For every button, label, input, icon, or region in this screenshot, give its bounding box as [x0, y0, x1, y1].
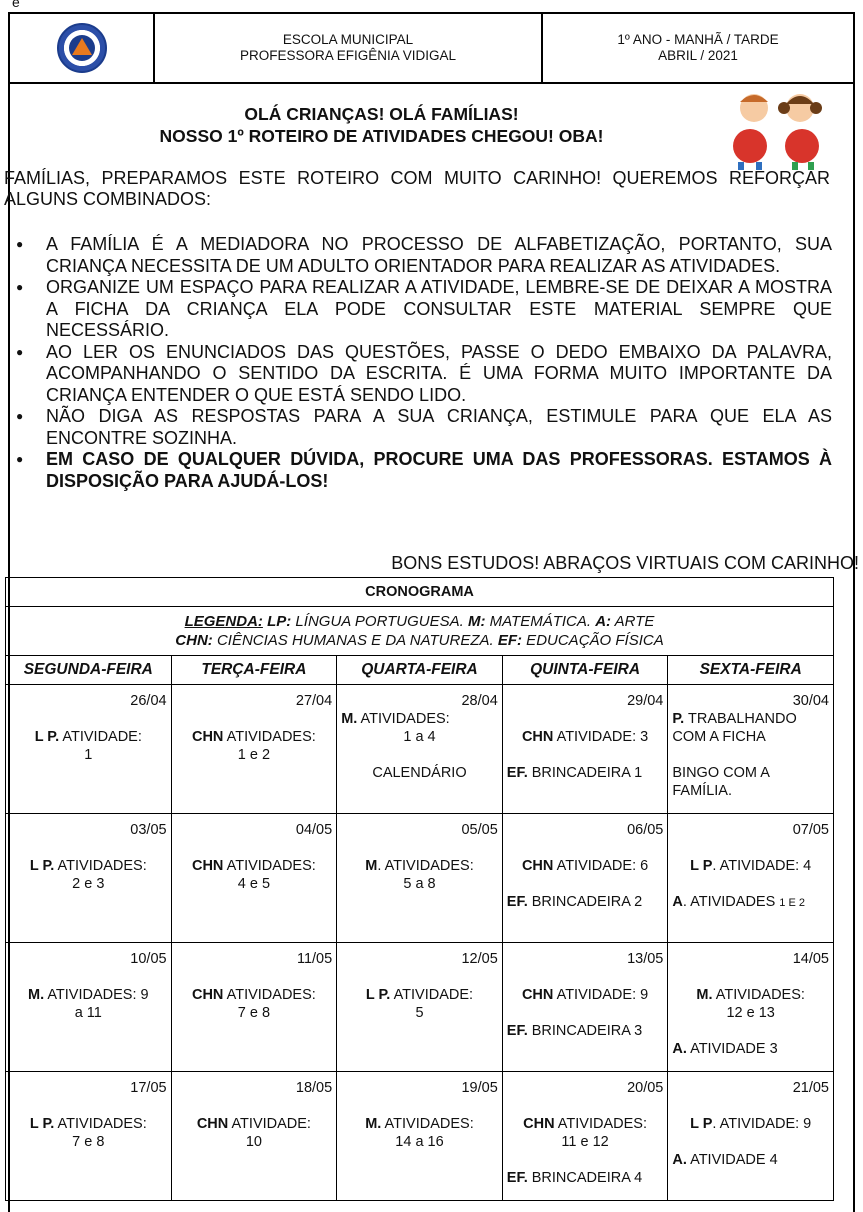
cell-date: 26/04 [130, 693, 167, 709]
title-line-1: OLÁ CRIANÇAS! OLÁ FAMÍLIAS! [244, 104, 519, 124]
schedule-cell [337, 1072, 503, 1201]
cell-date: 21/05 [792, 1080, 829, 1096]
subject-code: M. [696, 987, 713, 1003]
legend-a: ARTE [611, 613, 655, 630]
activity-text: ATIVIDADES: [381, 1116, 474, 1132]
subject-code: M. [27, 987, 45, 1003]
legend-ef: EDUCAÇÃO FÍSICA [522, 632, 664, 649]
school-logo [10, 14, 155, 82]
day-header: SEXTA-FEIRA [668, 656, 834, 685]
school-seal-icon [57, 23, 107, 73]
cell-activity [10, 986, 167, 1022]
legend-m-code: M: [467, 613, 486, 630]
cell-date: 03/05 [130, 822, 167, 838]
schedule-cell [502, 814, 668, 943]
legend-chn: CIÊNCIAS HUMANAS E DA NATUREZA. [212, 632, 498, 649]
list-item: ● EM CASO DE QUALQUER DÚVIDA, PROCURE UMA DAS PROFESSORAS. ESTAMOS À DISPOSIÇÃO PARA AJUDÁ-LOS! [14, 449, 832, 492]
activity-range: 7 e 8 [237, 1005, 271, 1021]
class-line-1: 1º ANO - MANHÃ / TARDE [617, 32, 779, 47]
cell-activity [341, 857, 498, 893]
schedule-cell [171, 814, 337, 943]
subject-code: L P [690, 858, 713, 874]
activity-range: 5 a 8 [403, 876, 436, 892]
extra-small-text: 1 E 2 [779, 897, 805, 909]
extra-text: ATIVIDADE 3 [686, 1041, 778, 1057]
cell-extra [507, 1022, 664, 1040]
extra-subject-code: EF. [506, 1170, 528, 1186]
cell-activity [10, 857, 167, 893]
cell-extra [341, 764, 498, 782]
activity-text: ATIVIDADES: [223, 729, 316, 745]
cell-activity [176, 857, 333, 893]
cell-extra [672, 1040, 829, 1058]
activity-text: ATIVIDADES: [54, 858, 147, 874]
schedule-table [5, 577, 834, 1201]
extra-subject-code: A. [672, 1041, 687, 1057]
legend-ef-code: EF: [497, 632, 523, 649]
table-row [6, 685, 834, 814]
schedule-cell [337, 814, 503, 943]
subject-code: M. [341, 711, 358, 727]
extra-subject-code: EF. [506, 894, 528, 910]
extra-text: . ATIVIDADES [682, 894, 780, 910]
guidelines-list [14, 234, 832, 492]
cell-activity [507, 986, 664, 1004]
closing-message: BONS ESTUDOS! ABRAÇOS VIRTUAIS COM CARINHO! [391, 553, 859, 573]
schedule-cell [171, 1072, 337, 1201]
cell-date: 17/05 [130, 1080, 167, 1096]
subject-code: L P [690, 1116, 713, 1132]
activity-range: 5 [415, 1005, 424, 1021]
cell-activity [672, 986, 829, 1022]
extra-subject-code: A [672, 894, 683, 910]
day-header: SEGUNDA-FEIRA [6, 656, 172, 685]
cell-activity [341, 986, 498, 1022]
school-line-2: PROFESSORA EFIGÊNIA VIDIGAL [239, 48, 457, 63]
schedule-cell [668, 943, 834, 1072]
children-hearts-illustration-icon [728, 84, 828, 170]
cell-date: 30/04 [792, 693, 829, 709]
cell-activity [341, 1115, 498, 1151]
subject-code: L P. [29, 1116, 55, 1132]
stray-letter: e [12, 0, 20, 10]
cell-activity [10, 728, 167, 764]
subject-code: P. [672, 711, 685, 727]
extra-subject-code: EF. [506, 1023, 528, 1039]
schedule-weeks [6, 685, 834, 1201]
cell-extra [507, 893, 664, 911]
schedule-cell [668, 814, 834, 943]
subject-code: CHN [523, 1116, 555, 1132]
table-row [6, 814, 834, 943]
cell-activity [10, 1115, 167, 1151]
cell-date: 07/05 [792, 822, 829, 838]
activity-range: a 11 [74, 1005, 102, 1021]
activity-range: 1 a 4 [403, 729, 436, 745]
cell-activity [672, 857, 829, 875]
cell-extra [507, 764, 664, 782]
activity-range: 1 [84, 747, 93, 763]
title-line-2: NOSSO 1º ROTEIRO DE ATIVIDADES CHEGOU! OBA! [159, 126, 604, 146]
extra-subject-code: A. [672, 1152, 687, 1168]
cell-activity [341, 710, 498, 746]
schedule-legend [6, 607, 834, 656]
cell-extra [507, 1169, 664, 1187]
schedule-cell [6, 943, 172, 1072]
cell-date: 13/05 [627, 951, 664, 967]
school-name [155, 14, 543, 82]
activity-text: . ATIVIDADE: 4 [712, 858, 812, 874]
cell-date: 19/05 [461, 1080, 498, 1096]
legend-m: MATEMÁTICA. [485, 613, 596, 630]
schedule-cell [668, 685, 834, 814]
subject-code: M [365, 858, 378, 874]
schedule-cell [337, 943, 503, 1072]
schedule-cell [502, 943, 668, 1072]
cell-date: 05/05 [461, 822, 498, 838]
extra-text: BRINCADEIRA 2 [527, 894, 643, 910]
list-item: ● NÃO DIGA AS RESPOSTAS PARA A SUA CRIANÇA, ESTIMULE PARA QUE ELA AS ENCONTRE SOZINHA. [14, 406, 832, 449]
activity-range: 14 a 16 [395, 1134, 444, 1150]
list-item: ● ORGANIZE UM ESPAÇO PARA REALIZAR A ATIVIDADE, LEMBRE-SE DE DEIXAR A MOSTRA A FICHA DA CRIANÇA ELA PODE CONSULTAR ESTE MATERIAL SEMPRE QUE NECESSÁRIO. [14, 277, 832, 342]
subject-code: CHN [521, 987, 554, 1003]
subject-code: CHN [196, 1116, 229, 1132]
activity-text: ATIVIDADES: 9 [44, 987, 149, 1003]
activity-text: ATIVIDADE: 3 [553, 729, 649, 745]
cell-date: 28/04 [461, 693, 498, 709]
schedule-cell [171, 943, 337, 1072]
schedule-cell [6, 814, 172, 943]
schedule-cell [502, 1072, 668, 1201]
activity-text: ATIVIDADES: [554, 1116, 647, 1132]
activity-range: 11 e 12 [561, 1134, 609, 1150]
activity-text: . ATIVIDADES: [377, 858, 474, 874]
cell-activity [507, 857, 664, 875]
schedule-cell [6, 1072, 172, 1201]
activity-text: ATIVIDADES: [223, 858, 316, 874]
cell-date: 18/05 [295, 1080, 333, 1096]
activity-text: ATIVIDADE: 6 [553, 858, 649, 874]
schedule-cell [6, 685, 172, 814]
extra-text: CALENDÁRIO [372, 765, 467, 781]
list-item: ● AO LER OS ENUNCIADOS DAS QUESTÕES, PASSE O DEDO EMBAIXO DA PALAVRA, ACOMPANHANDO O SENTIDO DA ESCRITA. É UMA FORMA MUITO IMPORTANTE DA CRIANÇA ENTENDER O QUE ESTÁ SENDO LIDO. [14, 342, 832, 407]
activity-range: 2 e 3 [72, 876, 105, 892]
legend-chn-code: CHN: [175, 632, 213, 649]
subject-code: CHN [191, 987, 224, 1003]
activity-text: ATIVIDADE: [59, 729, 142, 745]
subject-code: CHN [521, 858, 554, 874]
subject-code: L P. [29, 858, 55, 874]
schedule-cell [502, 685, 668, 814]
day-header: QUINTA-FEIRA [502, 656, 668, 685]
class-line-2: ABRIL / 2021 [658, 48, 738, 63]
cell-activity [672, 710, 829, 746]
activity-text: ATIVIDADES: [357, 711, 450, 727]
activity-text: ATIVIDADES: [54, 1116, 147, 1132]
schedule-title: CRONOGRAMA [6, 578, 834, 607]
extra-text: BINGO COM A FAMÍLIA. [672, 765, 770, 799]
cell-date: 04/05 [295, 822, 333, 838]
cell-activity [507, 1115, 664, 1151]
cell-date: 29/04 [627, 693, 664, 709]
extra-text: ATIVIDADE 4 [686, 1152, 778, 1168]
subject-code: L P. [34, 729, 60, 745]
activity-text: ATIVIDADE: 9 [553, 987, 649, 1003]
extra-text: BRINCADEIRA 4 [527, 1170, 643, 1186]
legend-lp-code: LP: [267, 613, 292, 630]
activity-text: TRABALHANDO COM A FICHA [672, 711, 797, 745]
activity-range: 7 e 8 [72, 1134, 105, 1150]
activity-range: 1 e 2 [237, 747, 271, 763]
cell-activity [176, 986, 333, 1022]
activity-range: 4 e 5 [237, 876, 271, 892]
day-header: QUARTA-FEIRA [337, 656, 503, 685]
day-header: TERÇA-FEIRA [171, 656, 337, 685]
subject-code: CHN [521, 729, 554, 745]
activity-text: ATIVIDADE: [390, 987, 474, 1003]
activity-text: . ATIVIDADE: 9 [712, 1116, 812, 1132]
extra-text: BRINCADEIRA 3 [527, 1023, 643, 1039]
table-row [6, 943, 834, 1072]
school-line-1: ESCOLA MUNICIPAL [282, 32, 414, 47]
cell-activity [672, 1115, 829, 1133]
cell-activity [176, 1115, 333, 1151]
schedule-cell [337, 685, 503, 814]
cell-extra [672, 764, 829, 800]
table-row [6, 1072, 834, 1201]
list-item: ● A FAMÍLIA É A MEDIADORA NO PROCESSO DE ALFABETIZAÇÃO, PORTANTO, SUA CRIANÇA NECESSITA DE UM ADULTO ORIENTADOR PARA REALIZAR AS ATIVIDADES. [14, 234, 832, 277]
extra-text: BRINCADEIRA 1 [527, 765, 643, 781]
legend-label: LEGENDA: [184, 613, 263, 630]
cell-date: 20/05 [627, 1080, 664, 1096]
cell-date: 27/04 [295, 693, 333, 709]
activity-text: ATIVIDADE: [228, 1116, 311, 1132]
class-info [543, 14, 853, 82]
cell-extra [672, 1151, 829, 1169]
cell-activity [176, 728, 333, 764]
subject-code: CHN [191, 729, 224, 745]
activity-text: ATIVIDADES: [712, 987, 805, 1003]
cell-date: 14/05 [792, 951, 829, 967]
subject-code: M. [365, 1116, 382, 1132]
activity-range: 10 [245, 1134, 262, 1150]
cell-date: 12/05 [461, 951, 498, 967]
header [10, 14, 853, 84]
legend-lp: LÍNGUA PORTUGUESA. [291, 613, 468, 630]
legend-a-code: A: [595, 613, 612, 630]
subject-code: CHN [191, 858, 224, 874]
cell-extra [672, 893, 829, 912]
extra-subject-code: EF. [506, 765, 528, 781]
activity-text: ATIVIDADES: [223, 987, 316, 1003]
cell-date: 10/05 [130, 951, 167, 967]
schedule-cell [668, 1072, 834, 1201]
cell-date: 06/05 [627, 822, 664, 838]
cell-date: 11/05 [296, 951, 333, 967]
schedule-cell [171, 685, 337, 814]
cell-activity [507, 728, 664, 746]
intro-paragraph: FAMÍLIAS, PREPARAMOS ESTE ROTEIRO COM MUITO CARINHO! QUEREMOS REFORÇAR ALGUNS COMBINADOS: [4, 168, 830, 209]
activity-range: 12 e 13 [726, 1005, 775, 1021]
subject-code: L P. [365, 987, 391, 1003]
